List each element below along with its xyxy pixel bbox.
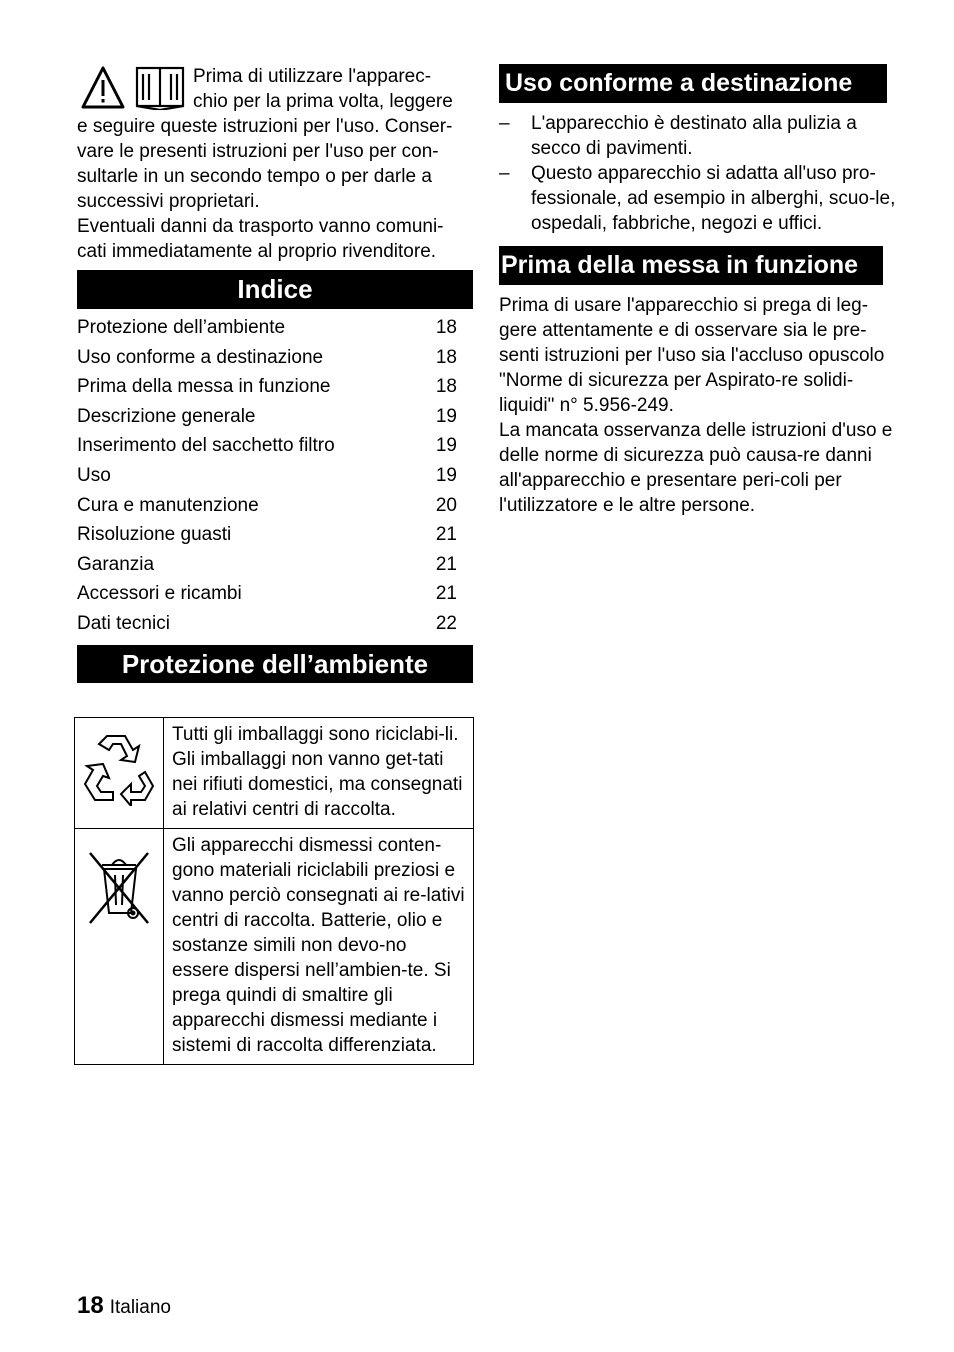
warning-triangle-icon <box>83 68 123 107</box>
environment-table <box>74 717 474 1065</box>
before-use-heading: Prima della messa in funzione <box>499 246 883 285</box>
before-use-body <box>499 293 899 518</box>
intro-line-2: chio per la prima volta, leggere <box>193 91 453 112</box>
recycling-text: Tutti gli imballaggi sono riciclabi-li. Gli imballaggi non vanno get-tati nei rifiuti domestici, ma consegnati ai relativi centri di raccolta. <box>164 718 474 829</box>
toc-item[interactable]: Uso conforme a destinazione 18 <box>77 346 457 368</box>
before-use-paragraph-2: La mancata osservanza delle istruzioni d'uso e delle norme di sicurezza può causa-re danni all'apparecchio e presentare peri-coli per l'utilizzatore e le altre persone. <box>499 420 893 516</box>
toc-item[interactable]: Uso 19 <box>77 464 457 486</box>
toc-item[interactable]: Accessori e ricambi 21 <box>77 583 457 605</box>
table-of-contents <box>77 313 473 639</box>
list-item: – Questo apparecchio si adatta all'uso pro-fessionale, ad esempio in alberghi, scuo-le, ospedali, fabbriche, negozi e uffici. <box>499 163 896 234</box>
intended-use-heading: Uso conforme a destinazione <box>499 64 887 103</box>
before-use-paragraph-1: Prima di usare l'apparecchio si prega di leg-gere attentamente e di osservare sia le pre-senti istruzioni per l'uso sia l'accluso opuscolo "Norme di sicurezza per Aspirato-re solidi-liquidi" n° 5.956-249. <box>499 295 885 416</box>
page-footer <box>77 1292 171 1320</box>
intended-use-list <box>499 111 899 236</box>
intro-block <box>77 64 473 264</box>
left-column <box>77 64 473 683</box>
recycling-cell <box>75 718 164 829</box>
disposal-cell <box>75 829 164 1065</box>
toc-item[interactable]: Garanzia 21 <box>77 553 457 575</box>
page-number: 18 <box>77 1292 104 1319</box>
manual-book-icon <box>137 68 183 110</box>
intro-text: e seguire queste istruzioni per l'uso. Conser-vare le presenti istruzioni per l'uso per con-sultarle in un secondo tempo o per darle a successivi proprietari. <box>77 116 453 212</box>
transport-damage-text: Eventuali danni da trasporto vanno comuni-cati immediatamente al proprio rivenditore. <box>77 216 444 262</box>
list-item: – L'apparecchio è destinato alla pulizia a secco di pavimenti. <box>499 113 857 159</box>
toc-item[interactable]: Cura e manutenzione 20 <box>77 494 457 516</box>
intro-line-1: Prima di utilizzare l'apparec- <box>193 66 432 87</box>
recycling-icon <box>81 732 157 806</box>
toc-item[interactable]: Protezione dell’ambiente 18 <box>77 317 457 338</box>
table-row <box>75 829 474 1065</box>
toc-item[interactable]: Dati tecnici 22 <box>77 612 457 634</box>
toc-item[interactable]: Descrizione generale 19 <box>77 405 457 427</box>
table-row <box>75 718 474 829</box>
language-label: Italiano <box>109 1297 171 1318</box>
toc-item[interactable]: Prima della messa in funzione 18 <box>77 376 457 398</box>
environment-heading: Protezione dell’ambiente <box>77 645 473 683</box>
right-column <box>499 64 899 518</box>
toc-item[interactable]: Risoluzione guasti 21 <box>77 524 457 546</box>
toc-item[interactable]: Inserimento del sacchetto filtro 19 <box>77 435 457 457</box>
crossed-out-bin-icon <box>86 851 152 925</box>
intro-icons <box>81 66 187 110</box>
index-heading: Indice <box>77 270 473 309</box>
disposal-text: Gli apparecchi dismessi conten-gono materiali riciclabili preziosi e vanno perciò consegnati ai re-lativi centri di raccolta. Batterie, olio e sostanze simili non devo-no essere dispersi nell’ambien-te. Si prega quindi di smaltire gli apparecchi dismessi mediante i sistemi di raccolta differenziata. <box>164 829 474 1065</box>
